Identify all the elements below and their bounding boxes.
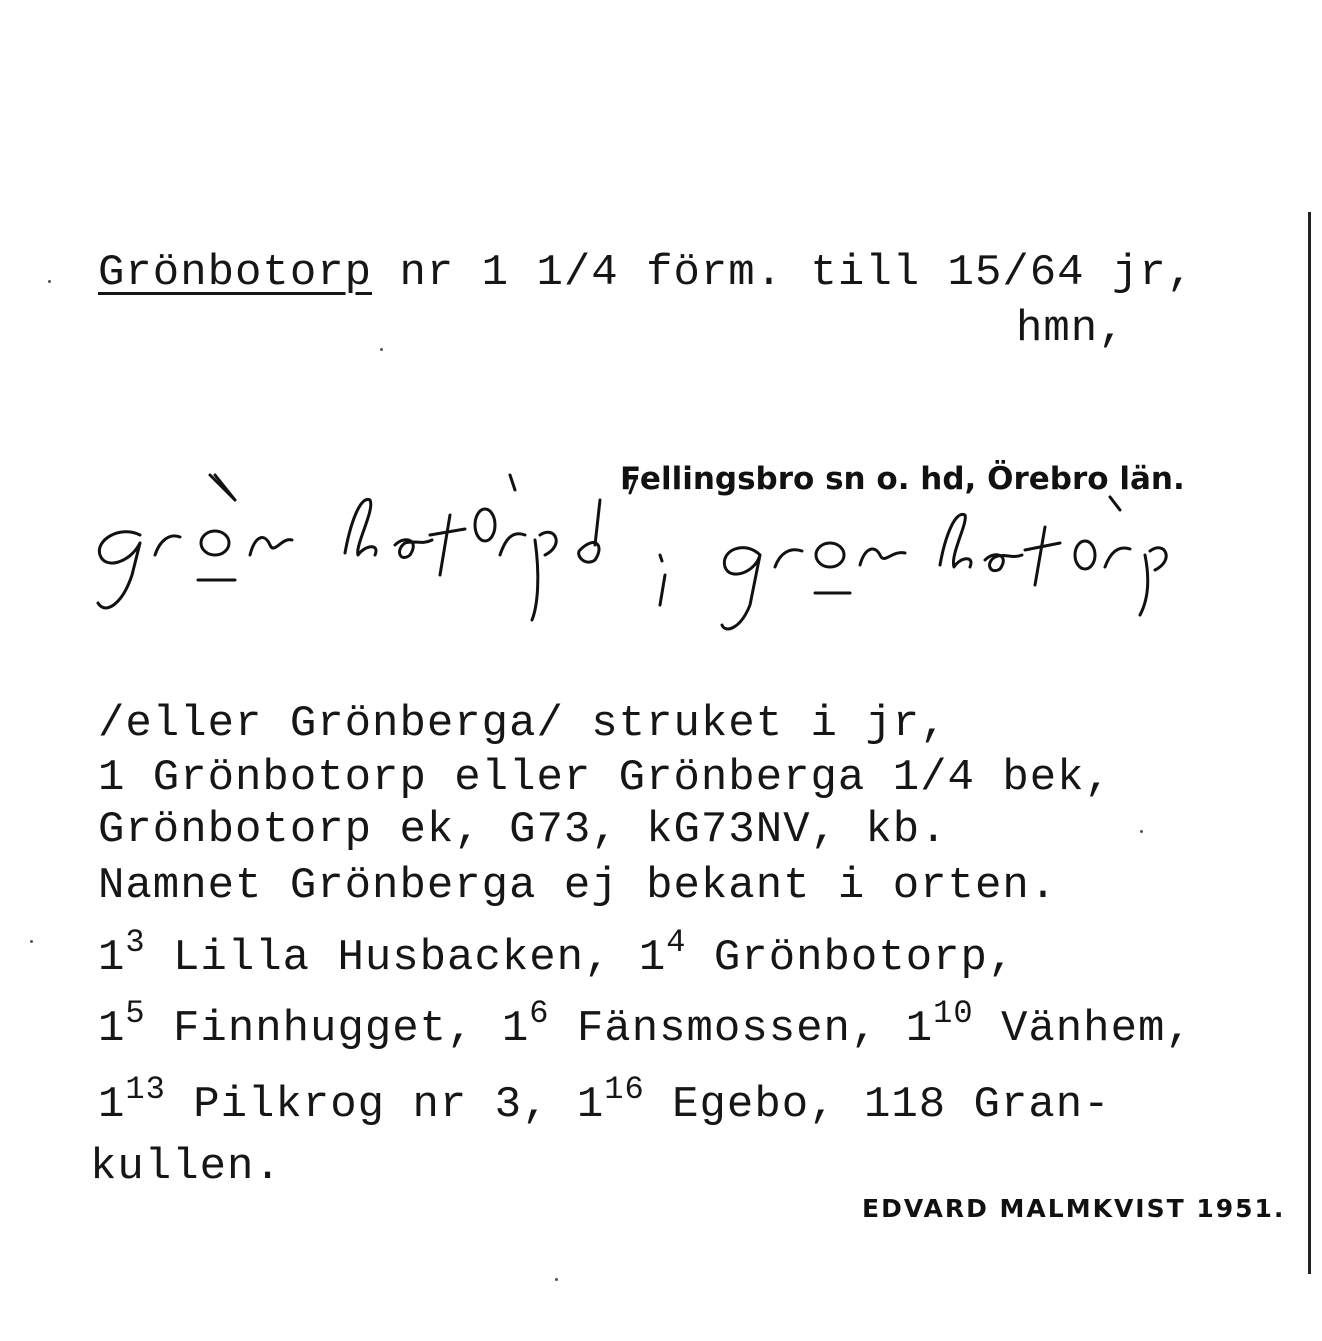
body-line-1: /eller Grönberga/ struket i jr, <box>98 699 948 749</box>
plot-base: 1 <box>905 1004 934 1054</box>
heading-line <box>98 248 1194 298</box>
plot-name: Pilkrog nr 3, <box>165 1080 577 1130</box>
subplot-line-1 <box>98 924 1016 983</box>
plot-name: Finnhugget, <box>145 1004 502 1054</box>
plot-base: 1 <box>98 1004 126 1054</box>
heading-rest: nr 1 1/4 förm. till 15/64 jr, <box>372 248 1195 298</box>
subplot-line-2 <box>98 995 1193 1054</box>
body-line-2: 1 Grönbotorp eller Grönberga 1/4 bek, <box>98 753 1112 803</box>
card-edge-line <box>1308 212 1311 1274</box>
plot-name: Lilla Husbacken, <box>145 933 639 983</box>
plot-name: Grönbotorp, <box>686 933 1016 983</box>
subplot-line-3 <box>98 1071 1111 1130</box>
plot-sup: 10 <box>933 995 974 1032</box>
scan-speck <box>48 280 51 283</box>
subplot-line-4: kullen. <box>90 1142 282 1192</box>
body-line-3: Grönbotorp ek, G73, kG73NV, kb. <box>98 805 948 855</box>
plot-sup: 6 <box>529 995 550 1032</box>
plot-base: 1 <box>98 933 126 983</box>
plot-sup: 16 <box>604 1071 645 1108</box>
scan-speck <box>1140 830 1143 833</box>
handwritten-pronunciation <box>60 455 1240 655</box>
plot-sup: 4 <box>666 924 687 961</box>
plot-sup: 3 <box>125 924 146 961</box>
plot-sup: 5 <box>125 995 146 1032</box>
plot-base: 1 <box>98 1080 126 1130</box>
plot-base: 1 <box>638 933 667 983</box>
scan-speck <box>380 348 383 351</box>
plot-name: Vänhem, <box>973 1004 1193 1054</box>
location-stamp: Fellingsbro sn o. hd, Örebro län. <box>620 461 1185 497</box>
plot-sup: 13 <box>125 1071 166 1108</box>
plot-name: Egebo, 118 Gran- <box>644 1080 1111 1130</box>
heading-line-2: hmn, <box>1016 304 1126 354</box>
body-line-4: Namnet Grönberga ej bekant i orten. <box>98 861 1058 911</box>
place-name: Grönbotorp <box>98 248 373 298</box>
scan-speck <box>30 940 33 943</box>
signature: EDVARD MALMKVIST 1951. <box>862 1194 1286 1223</box>
plot-base: 1 <box>501 1004 530 1054</box>
scan-speck <box>555 1278 558 1281</box>
plot-name: Fänsmossen, <box>549 1004 906 1054</box>
plot-base: 1 <box>576 1080 605 1130</box>
